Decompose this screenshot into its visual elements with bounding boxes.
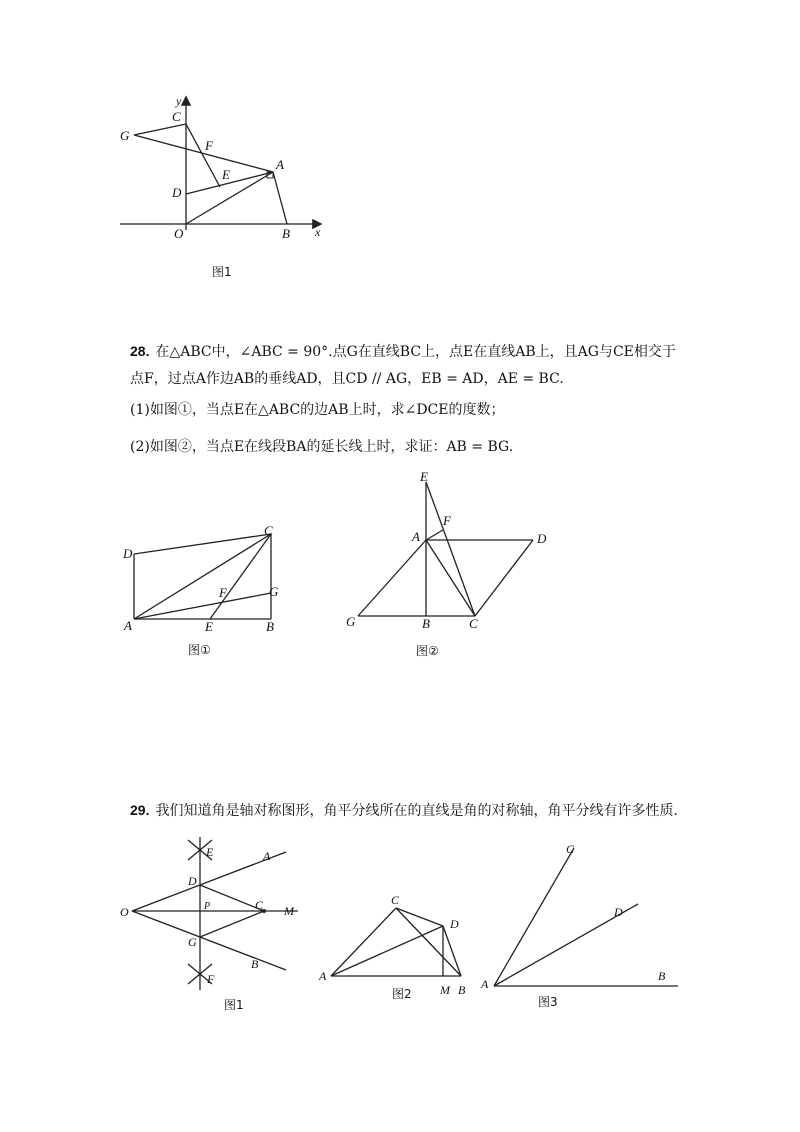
question-28-line2: 点F，过点A作边AB的垂线AD，且CD // AG，EB = AD，AE = BC. xyxy=(130,371,564,387)
label-B: B xyxy=(282,226,290,241)
label-A: A xyxy=(412,529,420,544)
label-D: D xyxy=(188,874,197,888)
label-M: M xyxy=(284,904,294,918)
label-D: D xyxy=(123,546,133,561)
label-B: B xyxy=(251,957,259,971)
question-28-part2: (2)如图②，当点E在线段BA的延长线上时，求证：AB = BG. xyxy=(130,439,514,455)
label-A: A xyxy=(124,618,132,633)
label-O: O xyxy=(174,226,184,241)
coordinate-figure xyxy=(110,90,340,290)
label-F: F xyxy=(207,972,215,986)
label-F: F xyxy=(205,138,213,153)
label-D: D xyxy=(614,905,623,919)
label-A: A xyxy=(276,157,284,172)
label-E: E xyxy=(206,845,214,859)
figure-caption: 图1 xyxy=(212,265,232,279)
label-A: A xyxy=(263,849,271,863)
label-x: x xyxy=(315,225,321,239)
question-number: 29. xyxy=(130,802,150,818)
figure-29-1 xyxy=(118,832,318,1017)
question-28-part1: (1)如图①，当点E在△ABC的边AB上时，求∠DCE的度数； xyxy=(130,402,505,418)
label-A: A xyxy=(319,969,327,983)
label-C: C xyxy=(469,616,478,631)
label-C: C xyxy=(566,842,575,856)
label-G: G xyxy=(188,935,197,949)
label-E: E xyxy=(222,167,230,182)
question-number: 28. xyxy=(130,343,150,359)
label-A: A xyxy=(481,977,489,991)
figure-caption: 图② xyxy=(416,644,439,658)
label-O: O xyxy=(120,905,129,919)
label-B: B xyxy=(422,616,430,631)
label-B: B xyxy=(658,969,666,983)
label-D: D xyxy=(450,917,459,931)
figure-28-1 xyxy=(118,520,293,670)
figure-caption: 图3 xyxy=(538,995,558,1009)
label-E: E xyxy=(420,469,428,484)
question-28-line1 xyxy=(130,341,676,362)
label-F: F xyxy=(443,513,451,528)
figure-29-3 xyxy=(478,838,688,1013)
question-text: 我们知道角是轴对称图形，角平分线所在的直线是角的对称轴，角平分线有许多性质. xyxy=(155,803,678,819)
figure-28-2 xyxy=(340,468,560,668)
label-D: D xyxy=(172,185,182,200)
question-29 xyxy=(130,800,678,821)
label-C: C xyxy=(264,523,273,538)
label-M: M xyxy=(440,983,450,997)
figure-29-2 xyxy=(316,888,476,1008)
label-C: C xyxy=(172,109,181,124)
label-G: G xyxy=(269,584,279,599)
label-C: C xyxy=(255,898,264,912)
label-B: B xyxy=(458,983,466,997)
figure-caption: 图1 xyxy=(224,998,244,1012)
question-text: 在△ABC中，∠ABC = 90°.点G在直线BC上，点E在直线AB上，且AG与CE相交于 xyxy=(155,344,676,360)
figure-caption: 图① xyxy=(188,643,211,657)
label-D: D xyxy=(537,531,547,546)
label-E: E xyxy=(205,619,213,634)
label-C: C xyxy=(391,893,400,907)
label-B: B xyxy=(266,619,274,634)
label-P: P xyxy=(204,901,211,912)
figure-caption: 图2 xyxy=(392,987,412,1001)
label-y: y xyxy=(176,94,182,108)
label-F: F xyxy=(219,585,227,600)
label-G: G xyxy=(346,614,356,629)
label-G: G xyxy=(120,128,130,143)
